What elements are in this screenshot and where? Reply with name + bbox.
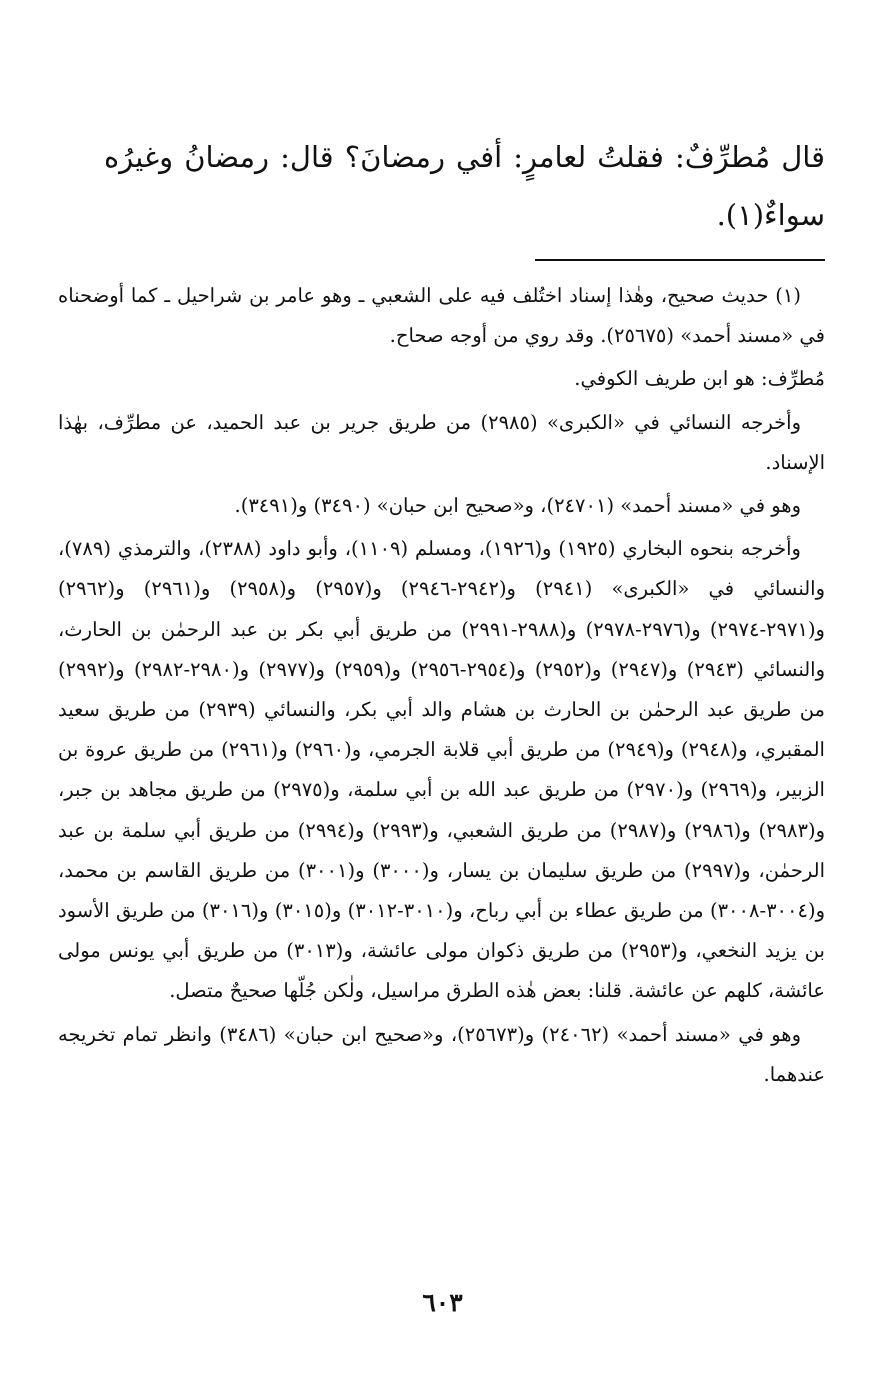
- footnotes: [58, 276, 825, 1098]
- main-text: قال مُطرِّفٌ: فقلتُ لعامرٍ: أفي رمضانَ؟ قال: رمضانُ وغيرُه سواءٌ(١).: [104, 140, 825, 232]
- page-number: ٦٠٣: [422, 1288, 463, 1317]
- footnote-paragraph: وأخرجه بنحوه البخاري (١٩٢٥) و(١٩٢٦)، ومسلم (١١٠٩)، وأبو داود (٢٣٨٨)، والترمذي (٧٨٩)، والنسائي في «الكبرى» (٢٩٤١) و(٢٩٤٢-٢٩٤٦) و(٢٩٥٧) و(٢٩٥٨) و(٢٩٦١) و(٢٩٦٢) و(٢٩٧١-٢٩٧٤) و(٢٩٧٦-٢٩٧٨) و(٢٩٨٨-٢٩٩١) من طريق أبي بكر بن عبد الرحمٰن بن الحارث، والنسائي (٢٩٤٣) و(٢٩٤٧) و(٢٩٥٢) و(٢٩٥٤-٢٩٥٦) و(٢٩٥٩) و(٢٩٧٧) و(٢٩٨٠-٢٩٨٢) و(٢٩٩٢) من طريق عبد الرحمٰن بن الحارث بن هشام والد أبي بكر، والنسائي (٢٩٣٩) من طريق سعيد المقبري، و(٢٩٤٨) و(٢٩٤٩) من طريق أبي قلابة الجرمي، و(٢٩٦٠) و(٢٩٦١) من طريق عروة بن الزبير، و(٢٩٦٩) و(٢٩٧٠) من طريق عبد الله بن أبي سلمة، و(٢٩٧٥) من طريق مجاهد بن جبر، و(٢٩٨٣) و(٢٩٨٦) و(٢٩٨٧) من طريق الشعبي، و(٢٩٩٣) و(٢٩٩٤) من طريق أبي سلمة بن عبد الرحمٰن، و(٢٩٩٧) من طريق سليمان بن يسار، و(٣٠٠٠) و(٣٠٠١) من طريق القاسم بن محمد، و(٣٠٠٤-٣٠٠٨) من طريق عطاء بن أبي رباح، و(٣٠١٠-٣٠١٢) و(٣٠١٥) و(٣٠١٦) من طريق الأسود بن يزيد النخعي، و(٢٩٥٣) من طريق ذكوان مولى عائشة، و(٣٠١٣) من طريق أبي يونس مولى عائشة، كلهم عن عائشة. قلنا: بعض هٰذه الطرق مراسيل، ولٰكن جُلّها صحيحٌ متصل.: [58, 537, 826, 1003]
- footnote-paragraph: وهو في «مسند أحمد» (٢٤٧٠١)، و«صحيح ابن حبان» (٣٤٩٠) و(٣٤٩١).: [234, 494, 801, 518]
- footnote-paragraph: وأخرجه النسائي في «الكبرى» (٢٩٨٥) من طريق جرير بن عبد الحميد، عن مطرِّف، بهٰذا الإسناد.: [58, 410, 825, 474]
- footnote-paragraph: (١) حديث صحيح، وهٰذا إسناد اختُلف فيه على الشعبي ـ وهو عامر بن شراحيل ـ كما أوضحناه في «مسند أحمد» (٢٥٦٧٥). وقد روي من أوجه صحاح.: [58, 284, 825, 348]
- footnote-paragraph: وهو في «مسند أحمد» (٢٤٠٦٢) و(٢٥٦٧٣)، و«صحيح ابن حبان» (٣٤٨٦) وانظر تمام تخريجه عندهما.: [58, 1022, 825, 1086]
- footnote-paragraph: مُطرِّف: هو ابن طريف الكوفي.: [574, 367, 825, 391]
- footnote-separator: [535, 259, 825, 261]
